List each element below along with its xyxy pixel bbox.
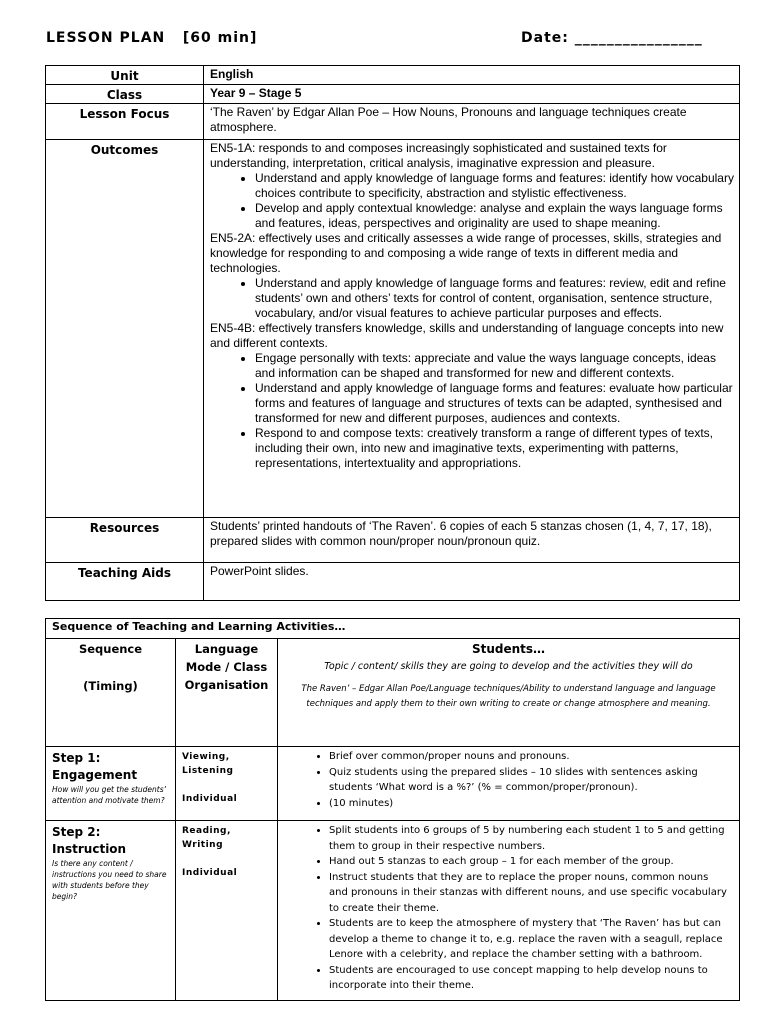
teaching-aids-value: PowerPoint slides. bbox=[204, 563, 740, 601]
teaching-aids-label: Teaching Aids bbox=[46, 563, 204, 601]
outcome-en5-4b-bullets bbox=[210, 351, 734, 471]
step-2-note: Is there any content / instructions you need to share with students before they begin? bbox=[52, 859, 167, 901]
step-2-activities bbox=[278, 821, 740, 1001]
sequence-label: Sequence bbox=[78, 642, 143, 656]
step-1-mode-cell bbox=[176, 747, 278, 821]
sequence-col-header bbox=[46, 639, 176, 747]
activity-item: • Students are encouraged to use concept mapping to help develop nouns to incorporate into their theme. bbox=[329, 963, 729, 994]
timing-label: (Timing) bbox=[83, 679, 138, 693]
outcomes-value bbox=[204, 140, 740, 518]
students-subheading: Topic / content/ skills they are going to develop and the activities they will do bbox=[324, 661, 693, 672]
resources-row bbox=[46, 518, 740, 563]
unit-value: English bbox=[204, 66, 740, 85]
step-2-mode-cell bbox=[176, 821, 278, 1001]
language-mode-col-header: Language Mode / Class Organisation bbox=[176, 639, 278, 747]
page-header bbox=[46, 30, 706, 52]
lesson-focus-value: ‘The Raven’ by Edgar Allan Poe – How Nouns, Pronouns and language techniques create atmosphere. bbox=[204, 104, 740, 140]
step-2-title: Step 2: Instruction bbox=[52, 825, 127, 856]
sequence-title-row bbox=[46, 619, 740, 639]
lesson-focus-label: Lesson Focus bbox=[46, 104, 204, 140]
activity-item: • Quiz students using the prepared slides – 10 slides with sentences asking students ‘What word is a %?’ (% = common/proper/pronoun). bbox=[329, 765, 729, 796]
activity-item: • Split students into 6 groups of 5 by numbering each student 1 to 5 and getting them to group in their respective numbers. bbox=[329, 823, 729, 854]
step-1-organisation: Individual bbox=[182, 794, 238, 804]
sequence-header-row bbox=[46, 639, 740, 747]
step-1-note: How will you get the students’ attention and motivate them? bbox=[52, 785, 167, 805]
outcome-en5-2a: EN5-2A: effectively uses and critically assesses a wide range of processes, skills, strategies and knowledge for responding to and composing a wide range of texts in different media and technologies. bbox=[210, 231, 722, 275]
step-1-row bbox=[46, 747, 740, 821]
outcome-bullet: • Understand and apply knowledge of language forms and features: evaluate how particular forms and features of language and structures of texts can be adapted, synthesised and transformed for new and different purposes, audiences and contexts. bbox=[255, 381, 734, 426]
lesson-info-table bbox=[45, 65, 740, 601]
class-value: Year 9 – Stage 5 bbox=[204, 85, 740, 104]
students-label: Students… bbox=[471, 642, 546, 656]
step-2-row bbox=[46, 821, 740, 1001]
outcome-bullet: • Engage personally with texts: appreciate and value the ways language concepts, ideas and information can be shaped and transformed for new and different contexts. bbox=[255, 351, 734, 381]
step-1-activities bbox=[278, 747, 740, 821]
step-2-organisation: Individual bbox=[182, 868, 238, 878]
step-1-cell bbox=[46, 747, 176, 821]
activity-item: • (10 minutes) bbox=[329, 796, 729, 812]
lesson-focus-row bbox=[46, 104, 740, 140]
outcome-bullet: • Respond to and compose texts: creatively transform a range of different types of texts, including their own, into new and imaginative texts, experimenting with patterns, representations, intertextuality and appropriations. bbox=[255, 426, 734, 471]
outcomes-label: Outcomes bbox=[46, 140, 204, 518]
step-1-title: Step 1: Engagement bbox=[52, 751, 138, 782]
outcome-en5-2a-bullets bbox=[210, 276, 734, 321]
unit-label: Unit bbox=[46, 66, 204, 85]
activity-item: • Students are to keep the atmosphere of mystery that ‘The Raven’ has but can develop a theme to change it to, e.g. replace the raven with a seagull, replace Lenore with a celebrity, and replace the chamber setting with a bathroom. bbox=[329, 916, 729, 963]
activity-item: • Instruct students that they are to replace the proper nouns, common nouns and pronouns in their stanzas with different nouns, and use specific vocabulary to create their theme. bbox=[329, 870, 729, 917]
outcome-bullet: • Understand and apply knowledge of language forms and features: identify how vocabulary choices contribute to specificity, abstraction and stylistic effectiveness. bbox=[255, 171, 734, 201]
outcomes-row bbox=[46, 140, 740, 518]
step-2-mode: Reading, Writing bbox=[182, 826, 231, 850]
students-topic: The Raven’ – Edgar Allan Poe/Language techniques/Ability to understand language and language techniques and apply them to their own writing to create or change atmosphere and meaning. bbox=[301, 684, 716, 709]
step-2-cell bbox=[46, 821, 176, 1001]
class-label: Class bbox=[46, 85, 204, 104]
unit-row bbox=[46, 66, 740, 85]
activity-item: • Hand out 5 stanzas to each group – 1 for each member of the group. bbox=[329, 854, 729, 870]
sequence-title: Sequence of Teaching and Learning Activities… bbox=[46, 619, 740, 639]
resources-value: Students’ printed handouts of ‘The Raven’. 6 copies of each 5 stanzas chosen (1, 4, 7, 17, 18), prepared slides with common noun/proper noun/pronoun quiz. bbox=[204, 518, 740, 563]
date-label: Date: ________________ bbox=[521, 30, 703, 46]
class-row bbox=[46, 85, 740, 104]
outcome-en5-1a-bullets bbox=[210, 171, 734, 231]
lesson-plan-title: LESSON PLAN [60 min] bbox=[46, 30, 258, 46]
outcome-bullet: • Understand and apply knowledge of language forms and features: review, edit and refine students’ own and others’ texts for control of content, organisation, sentence structure, vocabulary, and/or visual features to achieve particular purposes and effects. bbox=[255, 276, 734, 321]
teaching-aids-row bbox=[46, 563, 740, 601]
outcome-en5-4b: EN5-4B: effectively transfers knowledge, skills and understanding of language concepts into new and different contexts. bbox=[210, 321, 724, 350]
resources-label: Resources bbox=[46, 518, 204, 563]
sequence-table bbox=[45, 618, 740, 1001]
outcome-en5-1a: EN5-1A: responds to and composes increasingly sophisticated and sustained texts for understanding, interpretation, critical analysis, imaginative expression and pleasure. bbox=[210, 141, 667, 170]
students-col-header bbox=[278, 639, 740, 747]
activity-item: • Brief over common/proper nouns and pronouns. bbox=[329, 749, 729, 765]
outcome-bullet: • Develop and apply contextual knowledge: analyse and explain the ways language forms and features, ideas, perspectives and originality are used to shape meaning. bbox=[255, 201, 734, 231]
step-1-mode: Viewing, Listening bbox=[182, 752, 234, 776]
